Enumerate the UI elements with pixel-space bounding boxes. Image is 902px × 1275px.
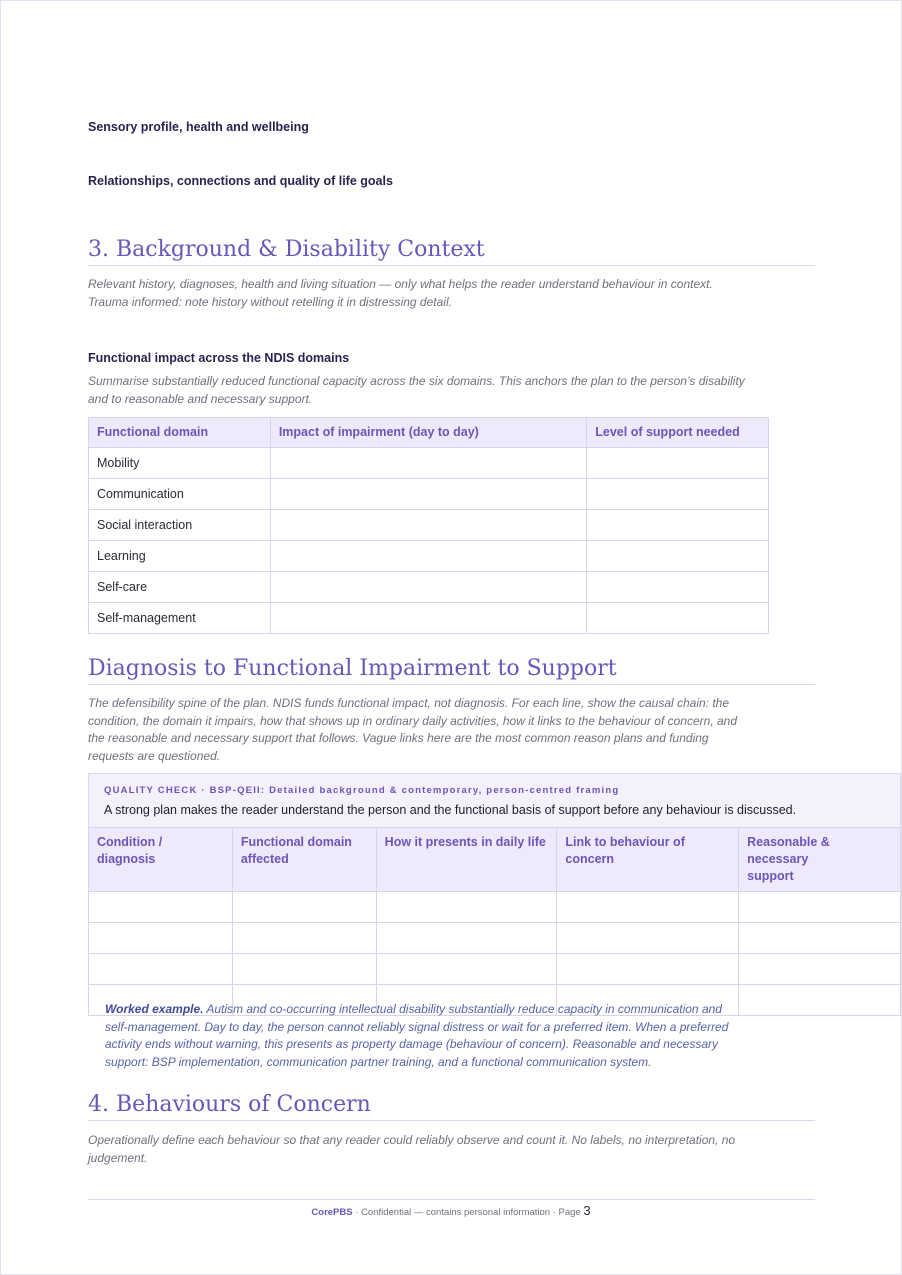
support-level-cell[interactable] [587, 448, 769, 479]
domain-cell: Social interaction [89, 510, 271, 541]
table-header-row [89, 828, 901, 892]
support-level-cell[interactable] [587, 603, 769, 634]
worked-example-label: Worked example. [105, 1002, 204, 1016]
subheading-relationships: Relationships, connections and quality of life goals [88, 174, 393, 188]
table-row [89, 448, 769, 479]
support-level-cell[interactable] [587, 572, 769, 603]
table-cell[interactable] [739, 954, 901, 985]
page-number: 3 [583, 1203, 591, 1218]
table-cell[interactable] [376, 954, 557, 985]
table-cell[interactable] [232, 954, 376, 985]
worked-example: Worked example. Autism and co-occurring intellectual disability substantially reduce capacity in communication and self-management. Day to day, the person cannot reliably signal distress or wait for a preferred item. When a preferred activity ends without warning, this presents as property damage (behaviour of concern). Reasonable and necessary support: BSP implementation, communication partner training, and a functional communication system. [105, 1002, 729, 1069]
column-header: Impact of impairment (day to day) [270, 418, 586, 448]
table-cell[interactable] [557, 923, 739, 954]
table-cell[interactable] [232, 923, 376, 954]
support-level-cell[interactable] [587, 510, 769, 541]
table-row [89, 603, 769, 634]
column-header: Reasonable & necessary support [739, 828, 901, 892]
table-row [89, 892, 901, 923]
table-row [89, 923, 901, 954]
section-4-heading: 4. Behaviours of Concern [88, 1092, 815, 1121]
impact-cell[interactable] [270, 510, 586, 541]
functional-impact-table [88, 417, 769, 634]
column-header: Condition / diagnosis [89, 828, 233, 892]
table-header-row [89, 418, 769, 448]
table-cell[interactable] [557, 892, 739, 923]
table-cell[interactable] [232, 892, 376, 923]
table-cell[interactable] [89, 892, 233, 923]
domain-cell: Communication [89, 479, 271, 510]
subheading-sensory: Sensory profile, health and wellbeing [88, 120, 309, 134]
footer-text: · Confidential — contains personal information · Page [352, 1207, 584, 1218]
section-3-heading: 3. Background & Disability Context [88, 237, 815, 266]
quality-check-body: A strong plan makes the reader understand the person and the functional basis of support before any behaviour is discussed. [104, 803, 797, 817]
footer-brand: CorePBS [311, 1207, 353, 1218]
impact-cell[interactable] [270, 448, 586, 479]
column-header: Functional domain affected [232, 828, 376, 892]
table-cell[interactable] [376, 892, 557, 923]
quality-check-box [88, 773, 901, 827]
functional-impact-heading: Functional impact across the NDIS domains [88, 351, 350, 365]
table-cell[interactable] [89, 923, 233, 954]
table-cell[interactable] [89, 954, 233, 985]
table-row [89, 541, 769, 572]
table-row [89, 954, 901, 985]
table-cell[interactable] [739, 923, 901, 954]
table-row [89, 479, 769, 510]
domain-cell: Self-care [89, 572, 271, 603]
support-level-cell[interactable] [587, 479, 769, 510]
diagnosis-heading: Diagnosis to Functional Impairment to Support [88, 656, 815, 685]
footer-divider [88, 1199, 815, 1200]
diagnosis-intro: The defensibility spine of the plan. NDIS funds functional impact, not diagnosis. For each line, show the causal chain: the condition, the domain it impairs, how that shows up in ordinary daily activities, how it links to the behaviour of concern, and the reasonable and necessary support that follows. Vague links here are the most common reason plans and funding requests are questioned. [88, 696, 738, 763]
column-header: Level of support needed [587, 418, 769, 448]
functional-impact-intro: Summarise substantially reduced functional capacity across the six domains. This anchors the plan to the person’s disability and to reasonable and necessary support. [88, 374, 745, 406]
table-cell[interactable] [376, 923, 557, 954]
diagnosis-table [88, 827, 901, 1016]
section-4-intro: Operationally define each behaviour so that any reader could reliably observe and count it. No labels, no interpretation, no judgement. [88, 1133, 736, 1165]
table-row [89, 510, 769, 541]
column-header: How it presents in daily life [376, 828, 557, 892]
column-header: Link to behaviour of concern [557, 828, 739, 892]
page-footer [0, 1203, 902, 1218]
domain-cell: Self-management [89, 603, 271, 634]
domain-cell: Mobility [89, 448, 271, 479]
table-cell[interactable] [557, 954, 739, 985]
support-level-cell[interactable] [587, 541, 769, 572]
impact-cell[interactable] [270, 479, 586, 510]
section-3-intro: Relevant history, diagnoses, health and living situation — only what helps the reader understand behaviour in context. Trauma informed: note history without retelling it in distressing detail. [88, 277, 713, 309]
table-row [89, 572, 769, 603]
impact-cell[interactable] [270, 572, 586, 603]
quality-check-title: QUALITY CHECK · BSP-QEII: Detailed background & contemporary, person-centred framing [104, 785, 620, 796]
impact-cell[interactable] [270, 541, 586, 572]
impact-cell[interactable] [270, 603, 586, 634]
domain-cell: Learning [89, 541, 271, 572]
table-cell[interactable] [739, 892, 901, 923]
column-header: Functional domain [89, 418, 271, 448]
